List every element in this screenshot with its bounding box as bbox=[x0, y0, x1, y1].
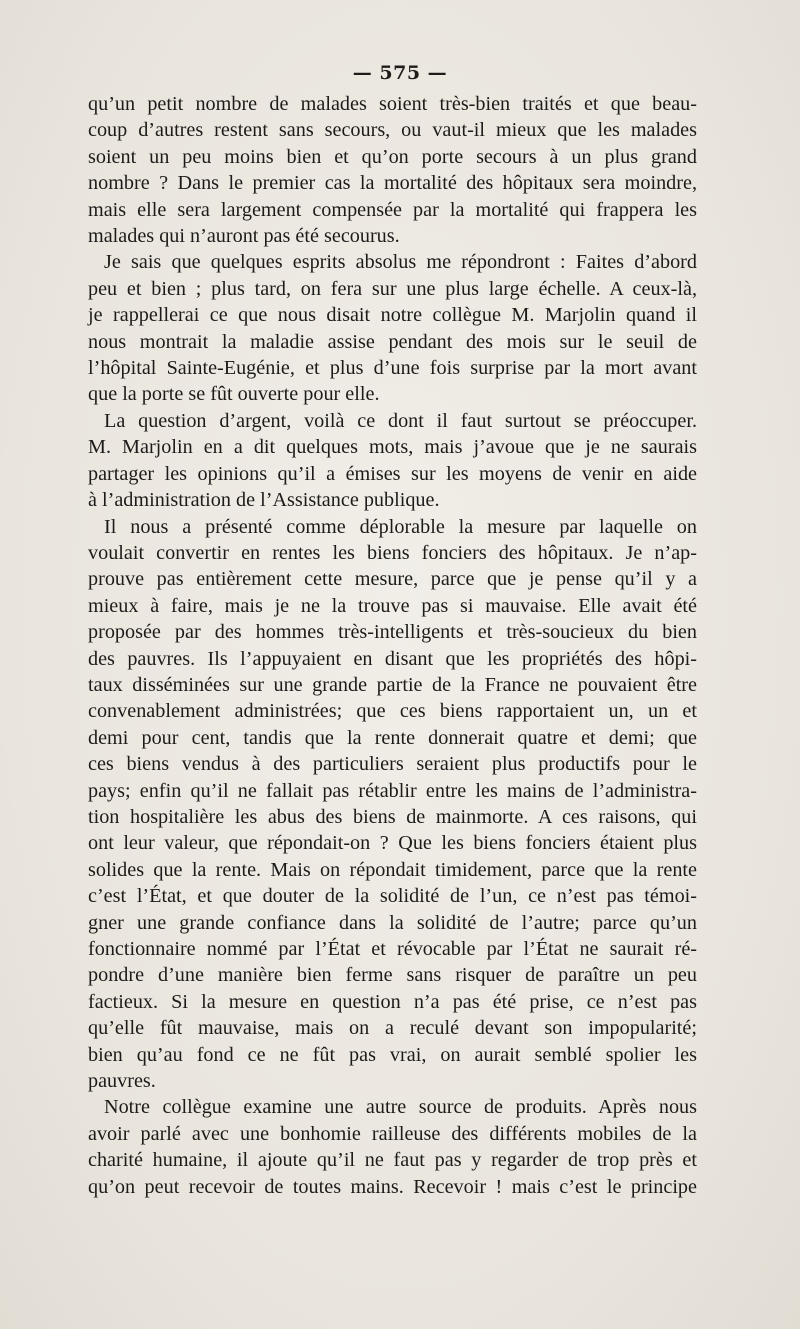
text-line: fonctionnaire nommé par l’État et révocable par l’État ne saurait ré- bbox=[88, 938, 697, 960]
text-line: qu’un petit nombre de malades soient très-bien traités et que beau- bbox=[88, 93, 697, 115]
text-line: je rappellerai ce que nous disait notre collègue M. Marjolin quand il bbox=[88, 304, 697, 327]
text-line: charité humaine, il ajoute qu’il ne faut pas y regarder de trop près et bbox=[88, 1149, 697, 1172]
text-line: ces biens vendus à des particuliers seraient plus productifs pour le bbox=[88, 753, 697, 776]
text-line: des pauvres. Ils l’appuyaient en disant que les propriétés des hôpi- bbox=[88, 647, 697, 670]
text-line: ont leur valeur, que répondait-on ? Que les biens fonciers étaient plus bbox=[88, 832, 697, 855]
text-line: qu’on peut recevoir de toutes mains. Recevoir ! mais c’est le principe bbox=[88, 1175, 697, 1198]
text-line: pondre d’une manière bien ferme sans risquer de paraître un peu bbox=[88, 964, 697, 987]
paragraph bbox=[88, 408, 697, 514]
text-line: proposée par des hommes très-intelligents et très-soucieux du bien bbox=[88, 621, 697, 644]
text-line: taux disséminées sur une grande partie de la France ne pouvaient être bbox=[88, 673, 697, 696]
text-line: avoir parlé avec une bonhomie railleuse des différents mobiles de la bbox=[88, 1122, 697, 1145]
text-line: pauvres. bbox=[88, 1070, 156, 1093]
page-number: — 575 — bbox=[352, 62, 448, 84]
text-line: soient un peu moins bien et qu’on porte secours à un plus grand bbox=[88, 145, 697, 168]
text-line: La question d’argent, voilà ce dont il faut surtout se préoccuper. bbox=[104, 409, 697, 432]
text-line: c’est l’État, et que douter de la solidité de l’un, ce n’est pas témoi- bbox=[88, 885, 697, 908]
text-line: tion hospitalière les abus des biens de mainmorte. A ces raisons, qui bbox=[88, 805, 697, 828]
text-line: prouve pas entièrement cette mesure, parce que je pense qu’il y a bbox=[88, 568, 697, 591]
text-line: gner une grande confiance dans la solidité de l’autre; parce qu’un bbox=[88, 911, 697, 934]
text-line: que la porte se fût ouverte pour elle. bbox=[88, 383, 380, 406]
text-line: nombre ? Dans le premier cas la mortalité des hôpitaux sera moindre, bbox=[88, 172, 697, 195]
text-line: voulait convertir en rentes les biens fonciers des hôpitaux. Je n’ap- bbox=[88, 541, 697, 564]
text-line: peu et bien ; plus tard, on fera sur une plus large échelle. A ceux-là, bbox=[88, 277, 697, 300]
text-line: malades qui n’auront pas été secourus. bbox=[88, 225, 400, 248]
text-line: demi pour cent, tandis que la rente donnerait quatre et demi; que bbox=[88, 726, 697, 749]
text-line: pays; enfin qu’il ne fallait pas rétablir entre les mains de l’administra- bbox=[88, 779, 697, 802]
text-line: Notre collègue examine une autre source de produits. Après nous bbox=[104, 1096, 697, 1119]
text-line: partager les opinions qu’il a émises sur les moyens de venir en aide bbox=[88, 462, 697, 485]
text-line: coup d’autres restent sans secours, ou vaut-il mieux que les malades bbox=[88, 119, 697, 142]
paragraph bbox=[88, 1094, 697, 1200]
text-line: convenablement administrées; que ces biens rapportaient un, un et bbox=[88, 700, 697, 723]
text-line: Je sais que quelques esprits absolus me répondront : Faites d’abord bbox=[104, 251, 697, 274]
body-text bbox=[88, 91, 697, 1200]
paragraph bbox=[88, 249, 697, 407]
text-line: mieux à faire, mais je ne la trouve pas si mauvaise. Elle avait été bbox=[88, 594, 697, 617]
text-line: solides que la rente. Mais on répondait timidement, parce que la rente bbox=[88, 858, 697, 881]
text-line: l’hôpital Sainte-Eugénie, et plus d’une fois surprise par la mort avant bbox=[88, 357, 697, 380]
text-line: bien qu’au fond ce ne fût pas vrai, on aurait semblé spolier les bbox=[88, 1043, 697, 1066]
paragraph bbox=[88, 514, 697, 1095]
text-line: factieux. Si la mesure en question n’a pas été prise, ce n’est pas bbox=[88, 990, 697, 1013]
text-line: à l’administration de l’Assistance publique. bbox=[88, 489, 440, 512]
text-line: M. Marjolin en a dit quelques mots, mais j’avoue que je ne saurais bbox=[88, 436, 697, 459]
paragraph bbox=[88, 91, 697, 249]
text-line: Il nous a présenté comme déplorable la mesure par laquelle on bbox=[104, 515, 697, 538]
text-line: nous montrait la maladie assise pendant des mois sur le seuil de bbox=[88, 330, 697, 353]
text-line: qu’elle fût mauvaise, mais on a reculé devant son impopularité; bbox=[88, 1017, 697, 1040]
text-line: mais elle sera largement compensée par la mortalité qui frappera les bbox=[88, 198, 697, 221]
